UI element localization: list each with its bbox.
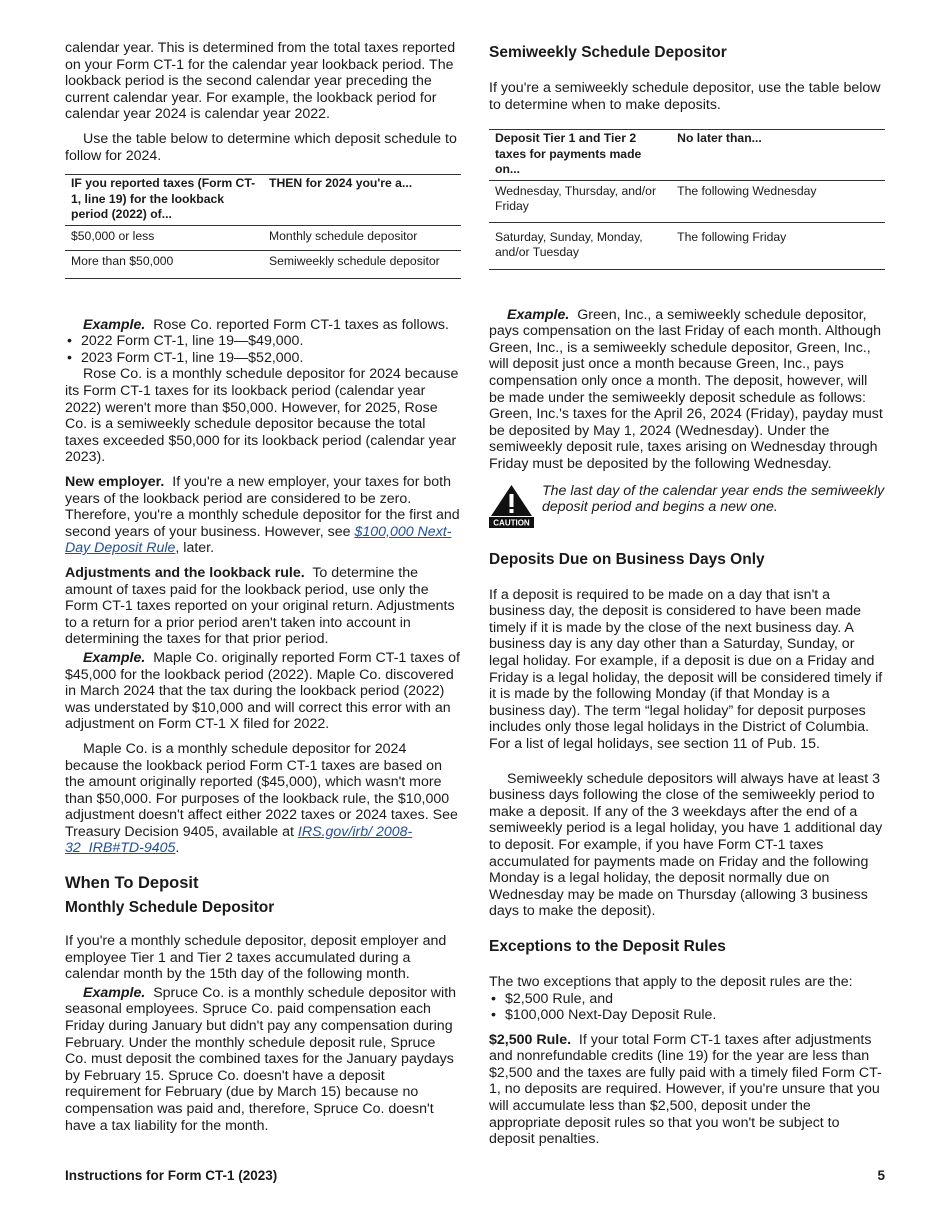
rose-bullets <box>65 333 461 366</box>
example-green-paragraph <box>489 307 885 473</box>
monthly-paragraph: If you're a monthly schedule depositor, deposit employer and employee Tier 1 and Tier 2 taxes accumulated during a calendar month by the 15th day of the following month. <box>65 933 447 983</box>
list-item: • $2,500 Rule, and <box>489 991 885 1008</box>
new-employer-text: If you're a new employer, your taxes for both years of the lookback period are considered to be zero. Therefore, you're a monthly schedule depositor for the first and second years of your business. However, see <box>65 474 460 540</box>
maple-after: . <box>175 840 180 857</box>
table-row <box>489 222 885 269</box>
table-row <box>65 225 461 251</box>
table-cell: Wednesday, Thursday, and/or Friday <box>489 180 671 222</box>
example-rose-text: Rose Co. reported Form CT-1 taxes as follows. <box>153 316 449 333</box>
intro-paragraph: calendar year. This is determined from the total taxes reported on your Form CT-1 for the calendar year lookback period. The lookback period is the second calendar year preceding the current calendar year. For example, the lookback period for calendar year 2024 is calendar year 2022. <box>65 40 456 123</box>
table-cell: The following Wednesday <box>671 180 885 222</box>
left-column <box>65 40 461 1134</box>
example-green-text: Green, Inc., a semiweekly schedule depositor, pays compensation on the last Friday of each month. Although Green, Inc., is a semiweekly schedule depositor, Green, Inc., will deposit just once a month because Green, Inc., pays compensation only once a month. The deposit, however, will be made under the semiweekly deposit schedule as follows: Green, Inc.'s taxes for the April 26, 2024 (Friday), payday must be deposited by May 1, 2024 (Wednesday). Under the semiweekly deposit rule, taxes arising on Wednesday through Friday must be deposited by the following Wednesday. <box>489 306 883 473</box>
treasury-decision-link[interactable]: IRS.gov/irb/ 2008-32_IRB#TD-9405 <box>65 823 413 857</box>
when-to-deposit-heading: When To Deposit <box>65 874 199 893</box>
example-maple-text: Maple Co. originally reported Form CT-1 taxes of $45,000 for the lookback period (2022). Maple Co. discovered in March 2024 that the tax during the lookback period (2022) was understated by $10,000 and will correct this error with an adjustment on Form CT-1 X filed for 2022. <box>65 649 460 733</box>
business-days-paragraph: If a deposit is required to be made on a day that isn't a business day, the deposit is considered to have been made timely if it is made by the close of the next business day. A business day is any day other than a Saturday, Sunday, or legal holiday. For example, if a deposit is due on a Friday and Friday is a legal holiday, the deposit will be considered timely if it is made by the following Monday (if that Monday is a business day). The term “legal holiday” for deposit purposes includes only those legal holidays in the District of Columbia. For a list of legal holidays, see section 11 of Pub. 15. <box>489 586 883 752</box>
caution-box <box>489 483 885 528</box>
right-column <box>489 40 885 1148</box>
business-days-heading: Deposits Due on Business Days Only <box>489 550 765 568</box>
caution-text: The last day of the calendar year ends the semiweekly deposit period and begins a new one. <box>542 482 885 516</box>
table-header-no-later: No later than... <box>671 130 885 181</box>
next-day-rule-link[interactable]: $100,000 Next-Day Deposit Rule <box>65 523 452 557</box>
table-cell: Monthly schedule depositor <box>263 225 461 251</box>
semiweekly-table <box>489 129 885 270</box>
page-number: 5 <box>877 1168 885 1183</box>
example-label: Example. <box>83 984 146 1001</box>
caution-word: CAUTION <box>493 518 530 528</box>
exceptions-intro: The two exceptions that apply to the deposit rules are the: <box>489 973 853 990</box>
table-cell: Semiweekly schedule depositor <box>263 251 461 279</box>
exceptions-bullets <box>489 991 885 1024</box>
rule-2500-label: $2,500 Rule. <box>489 1031 572 1048</box>
maple-paragraph <box>65 741 461 857</box>
example-label: Example. <box>83 649 146 666</box>
rule-2500-text: If your total Form CT-1 taxes after adjustments and nonrefundable credits (line 19) for the year are less than $2,500 and the taxes are fully paid with a timely filed Form CT-1, no deposits are required. However, if you're unsure that you will accumulate less than $2,500, deposit under the appropriate deposit rules so that you won't be subject to deposit penalties. <box>489 1031 882 1148</box>
lookback-table <box>65 174 461 279</box>
semiweekly-intro: If you're a semiweekly schedule depositor, use the table below to determine when to make deposits. <box>489 80 881 113</box>
rule-2500-paragraph <box>489 1032 885 1148</box>
new-employer-after: , later. <box>175 540 215 557</box>
rose-paragraph: Rose Co. is a monthly schedule depositor for 2024 because its Form CT-1 taxes for its lookback period (calendar year 2022) weren't more than $50,000. However, for 2025, Rose Co. is a semiweekly schedule depositor because the total taxes exceeded $50,000 for its lookback period (calendar year 2023). <box>65 366 459 466</box>
table-cell: $50,000 or less <box>65 225 263 251</box>
semiweekly-heading: Semiweekly Schedule Depositor <box>489 44 727 61</box>
example-label: Example. <box>83 316 146 333</box>
table-cell: The following Friday <box>671 222 885 269</box>
example-rose-paragraph <box>65 317 461 334</box>
example-spruce-paragraph <box>65 985 461 1134</box>
list-item: • $100,000 Next-Day Deposit Rule. <box>489 1007 885 1024</box>
caution-icon <box>489 483 534 528</box>
footer-title: Instructions for Form CT-1 (2023) <box>65 1168 278 1183</box>
use-table-paragraph: Use the table below to determine which deposit schedule to follow for 2024. <box>65 130 457 164</box>
new-employer-paragraph <box>65 474 461 557</box>
adjustments-label: Adjustments and the lookback rule. <box>65 564 305 581</box>
example-maple-paragraph <box>65 650 461 733</box>
example-spruce-text: Spruce Co. is a monthly schedule depositor with seasonal employees. Spruce Co. paid compensation each Friday during January but didn't pay any compensation during February. Under the monthly schedule deposit rule, Spruce Co. must deposit the combined taxes for the January paydays by February 15. Spruce Co. doesn't have a deposit requirement for February (due by March 15) because no compensation was paid and, therefore, Spruce Co. doesn't have a tax liability for the month. <box>65 984 457 1134</box>
table-row <box>489 180 885 222</box>
adjustments-text: To determine the amount of taxes paid for the lookback period, use only the Form CT-1 taxes reported on your original return. Adjustments to a return for a prior period aren't taken into account in determining the taxes for that prior period. <box>65 564 455 648</box>
example-label: Example. <box>507 306 570 323</box>
adjustments-paragraph <box>65 565 461 648</box>
table-row <box>65 251 461 279</box>
list-item: • 2022 Form CT-1, line 19—$49,000. <box>65 333 461 350</box>
table-header-deposit: Deposit Tier 1 and Tier 2 taxes for payments made on... <box>489 130 671 181</box>
new-employer-label: New employer. <box>65 474 165 490</box>
table-header-if: IF you reported taxes (Form CT-1, line 19) for the lookback period (2022) of... <box>65 175 263 226</box>
monthly-schedule-heading: Monthly Schedule Depositor <box>65 899 275 917</box>
exceptions-heading: Exceptions to the Deposit Rules <box>489 937 726 955</box>
maple-text: Maple Co. is a monthly schedule depositor for 2024 because the lookback period Form CT-1 taxes are based on the amount originally reported ($45,000), which wasn't more than $50,000. For purposes of the lookback rule, the $10,000 adjustment doesn't affect either 2022 taxes or 2024 taxes. See Treasury Decision 9405, available at <box>65 740 458 840</box>
table-cell: More than $50,000 <box>65 251 263 279</box>
semiweekly-always-paragraph: Semiweekly schedule depositors will always have at least 3 business days following the close of the semiweekly period to make a deposit. If any of the 3 weekdays after the end of a semiweekly period is a legal holiday, you have 1 additional day to deposit. For example, if you have Form CT-1 taxes accumulated for payments made on Friday and the following Monday is a legal holiday, the deposit normally due on Wednesday may be made on Thursday (allowing 3 business days to make the deposit). <box>489 770 883 920</box>
table-cell: Saturday, Sunday, Monday, and/or Tuesday <box>489 222 671 269</box>
table-header-then: THEN for 2024 you're a... <box>263 175 461 226</box>
list-item: • 2023 Form CT-1, line 19—$52,000. <box>65 350 461 367</box>
